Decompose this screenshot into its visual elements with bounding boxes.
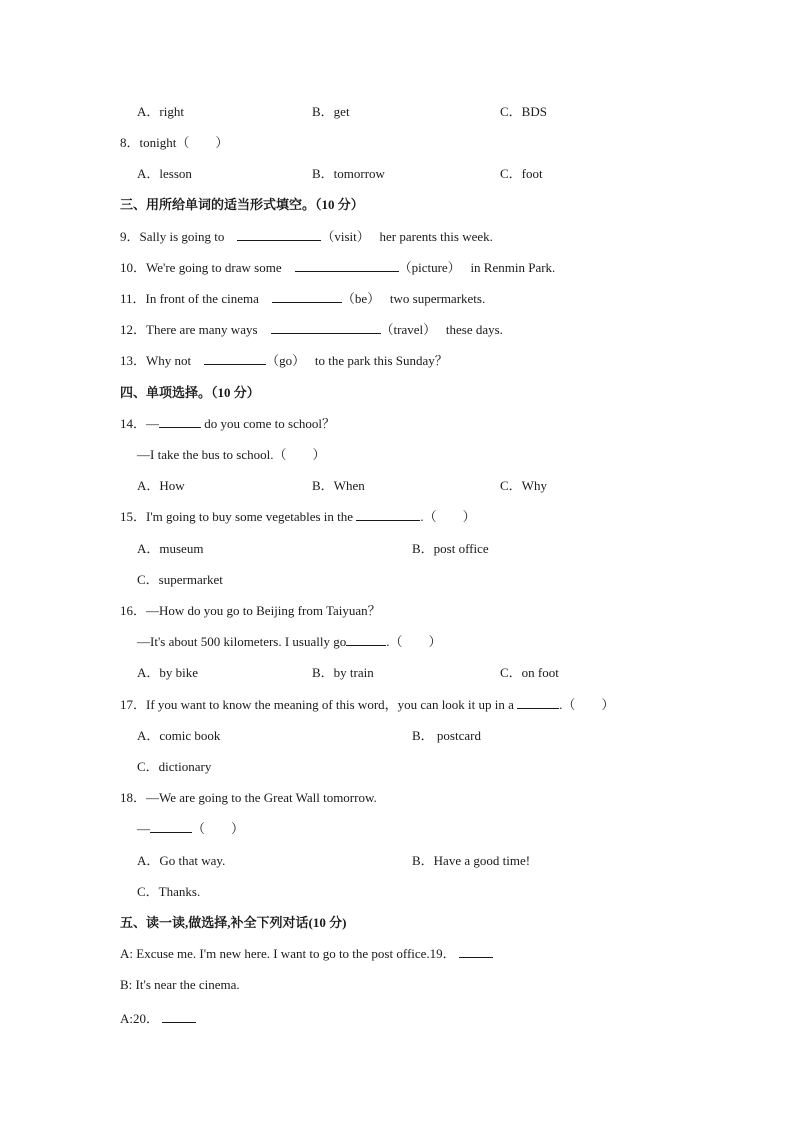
q14-stem: 14．— — [120, 416, 160, 431]
q15-option-a: A．museum — [137, 541, 204, 556]
q15-option-b: B．post office — [412, 541, 489, 556]
q12-stem: 12．There are many ways — [120, 322, 258, 337]
q14-option-c: C．Why — [500, 478, 547, 493]
dialog-line-1-text: A: Excuse me. I'm new here. I want to go to the post office.19． — [120, 946, 456, 961]
q15-stem-text: 15．I'm going to buy some vegetables in the — [120, 509, 354, 524]
q17-option-c: C．dictionary — [137, 759, 212, 774]
q18-line2 — [137, 820, 244, 838]
q18-option-b: B．Have a good time! — [412, 853, 531, 868]
q7-option-b: B．get — [312, 104, 350, 119]
q17-blank[interactable] — [517, 696, 559, 709]
q16-blank[interactable] — [346, 633, 386, 646]
q8-option-c: C．foot — [500, 166, 543, 181]
dialog-line-3 — [120, 1010, 196, 1028]
section5-title: 五、读一读,做选择,补全下列对话(10 分) — [120, 915, 347, 930]
q17-option-b: B． postcard — [412, 728, 481, 743]
q16-tail: .（ ） — [386, 634, 442, 649]
q18-option-c: C．Thanks. — [137, 884, 201, 899]
q17-stem — [120, 696, 614, 714]
section4-title: 四、单项选择。（10 分） — [120, 385, 260, 400]
q18-blank[interactable] — [150, 820, 192, 833]
q19-blank[interactable] — [459, 945, 493, 958]
q8-option-a: A．lesson — [137, 166, 192, 181]
q13-stem: 13．Why not — [120, 353, 192, 368]
q18-line2-dash: — — [137, 821, 150, 836]
q15-blank[interactable] — [356, 508, 420, 521]
q18-line1: 18．—We are going to the Great Wall tomorrow. — [120, 790, 377, 805]
q8-stem: 8．tonight（ ） — [120, 135, 229, 150]
q13-hint: （go） — [266, 353, 306, 368]
q10 — [120, 259, 555, 277]
dialog-line-2: B: It's near the cinema. — [120, 977, 240, 992]
q20-blank[interactable] — [162, 1010, 196, 1023]
q13-tail: to the park this Sunday？ — [314, 353, 448, 368]
q9-blank[interactable] — [237, 228, 321, 241]
q16-option-c: C．on foot — [500, 665, 559, 680]
q14-line1 — [120, 415, 335, 433]
q10-stem: 10．We're going to draw some — [120, 260, 282, 275]
q17-option-a: A．comic book — [137, 728, 221, 743]
q12-hint: （travel） — [380, 322, 437, 337]
q18-option-a: A．Go that way. — [137, 853, 226, 868]
q10-hint: （picture） — [398, 260, 461, 275]
q9 — [120, 228, 493, 246]
q16-option-b: B．by train — [312, 665, 374, 680]
q11-blank[interactable] — [272, 290, 342, 303]
q16-option-a: A．by bike — [137, 665, 199, 680]
q15-option-c: C．supermarket — [137, 572, 223, 587]
q14-line2: —I take the bus to school.（ ） — [137, 447, 326, 462]
q7-option-c: C．BDS — [500, 104, 547, 119]
q7-option-a: A．right — [137, 104, 184, 119]
q9-tail: her parents this week. — [379, 229, 493, 244]
q16-line1: 16．—How do you go to Beijing from Taiyuan？ — [120, 603, 381, 618]
q15-stem — [120, 508, 476, 526]
q16-line2-text: —It's about 500 kilometers. I usually go — [137, 634, 347, 649]
q18-tail: （ ） — [192, 821, 245, 836]
q12-blank[interactable] — [271, 321, 381, 334]
q9-hint: （visit） — [321, 229, 370, 244]
dialog-line-1 — [120, 945, 493, 963]
q10-blank[interactable] — [295, 259, 399, 272]
q17-stem-text: 17．If you want to know the meaning of this word，you can look it up in a — [120, 697, 514, 712]
q13-blank[interactable] — [204, 352, 266, 365]
q10-tail: in Renmin Park. — [470, 260, 556, 275]
q9-stem: 9．Sally is going to — [120, 229, 225, 244]
q14-blank[interactable] — [159, 415, 201, 428]
section3-title: 三、用所给单词的适当形式填空。（10 分） — [120, 197, 364, 212]
q14-option-b: B．When — [312, 478, 365, 493]
q16-line2 — [137, 633, 442, 651]
q14-option-a: A．How — [137, 478, 185, 493]
dialog-line-3-text: A:20． — [120, 1011, 160, 1026]
q8-option-b: B．tomorrow — [312, 166, 385, 181]
q11-tail: two supermarkets. — [389, 291, 486, 306]
q12-tail: these days. — [445, 322, 503, 337]
q11 — [120, 290, 485, 308]
q11-stem: 11．In front of the cinema — [120, 291, 259, 306]
q14-tail: do you come to school？ — [204, 416, 335, 431]
q11-hint: （be） — [341, 291, 381, 306]
q17-tail: .（ ） — [559, 697, 615, 712]
q15-tail: .（ ） — [420, 509, 476, 524]
q12 — [120, 321, 503, 339]
q13 — [120, 352, 448, 370]
